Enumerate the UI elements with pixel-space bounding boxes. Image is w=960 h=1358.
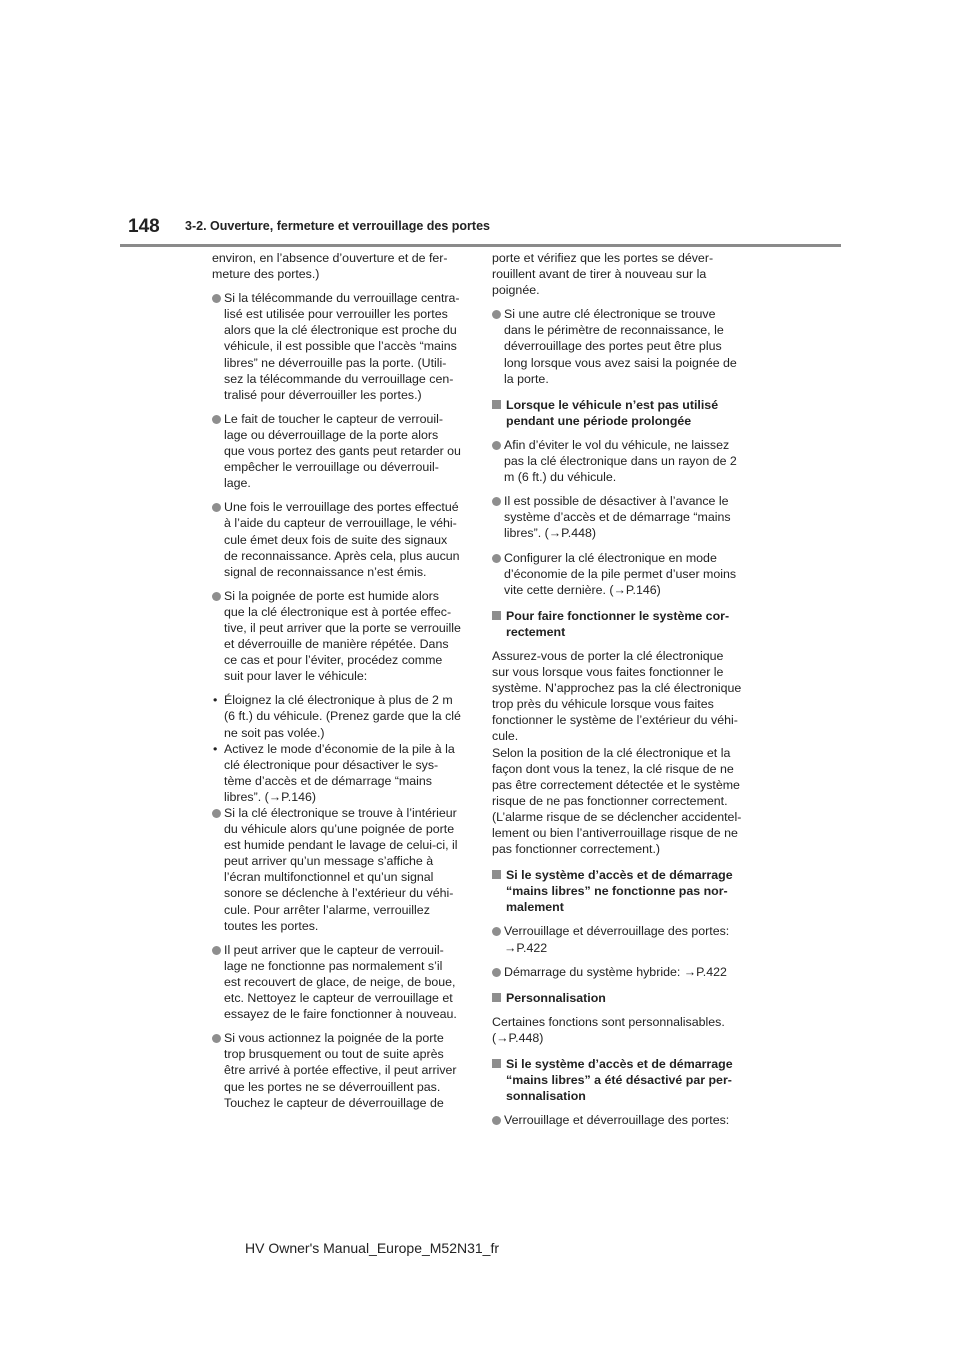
sub-bullet-item: • Éloignez la clé électronique à plus de 2 m (6 ft.) du véhicule. (Prenez garde que la clé ne soit pas volée.) [212,692,482,740]
footer-doc-name: HV Owner's Manual_Europe_M52N31_fr [245,1240,500,1256]
section-heading: Lorsque le véhicule n’est pas utilisé pendant une période prolongée [492,397,762,429]
header-divider [120,244,841,247]
bullet-item: Une fois le verrouillage des portes effectué à l’aide du capteur de verrouillage, le véhi- cule émet deux fois de suite des signaux de reconnaissance. Après cela, plus aucun signal de reconnaissance n’est émis. [212,499,482,579]
section-heading: Pour faire fonctionner le système cor- rectement [492,608,762,640]
section-title: 3-2. Ouverture, fermeture et verrouillage des portes [185,219,490,233]
bullet-item: Verrouillage et déverrouillage des portes: [492,1112,762,1128]
section-heading: Si le système d’accès et de démarrage “mains libres” ne fonctionne pas nor- malement [492,867,762,915]
page-number: 148 [128,216,160,237]
bullet-item: Le fait de toucher le capteur de verrouil- lage ou déverrouillage de la porte alors que vous portez des gants peut retarder ou empêcher le verrouillage ou déverrouil- lage. [212,411,482,491]
bullet-item: Il est possible de désactiver à l’avance le système d’accès et de démarrage “mains libres”. (→P.448) [492,493,762,541]
right-column [492,250,762,1136]
bullet-item: Démarrage du système hybride: →P.422 [492,964,762,980]
bullet-item: Il peut arriver que le capteur de verrouil- lage ne fonctionne pas normalement s’il est recouvert de glace, de neige, de boue, etc. Nettoyez le capteur de verrouillage et essayez de le faire fonctionner à nouveau. [212,942,482,1022]
section-heading: Si le système d’accès et de démarrage “mains libres” a été désactivé par per- sonnalisation [492,1056,762,1104]
section-heading: Personnalisation [492,990,762,1006]
bullet-item: Si la télécommande du verrouillage centra- lisé est utilisée pour verrouiller les portes alors que la clé électronique est proche du véhicule, il est possible que l’accès “mains libres” ne déverrouille pas la porte. (Utili- sez la télécommande du verrouillage cen- tralisé pour déverrouiller les portes.) [212,290,482,403]
bullet-item: Si la clé électronique se trouve à l’intérieur du véhicule alors qu’une poignée de porte est humide pendant le lavage de celui-ci, il peut arriver qu’un message s’affiche à l’écran multifonctionnel et qu’un signal sonore se déclenche à l’extérieur du véhi- cule. Pour arrêter l’alarme, verrouillez toutes les portes. [212,805,482,934]
left-column [212,250,482,1119]
sub-bullet-item: • Activez le mode d’économie de la pile à la clé électronique pour désactiver le sys- tème d’accès et de démarrage “mains libres”. (→P.146) [212,741,482,805]
bullet-item: Si la poignée de porte est humide alors que la clé électronique est à portée effec- tive, il peut arriver que la porte se verrouille et déverrouille de manière répétée. Dans ce cas et pour l’éviter, procédez comme suit pour laver le véhicule: [212,588,482,685]
paragraph: porte et vérifiez que les portes se déver- rouillent avant de tirer à nouveau sur la poignée. [492,251,714,298]
bullet-item: Si une autre clé électronique se trouve dans le périmètre de reconnaissance, le déverrouillage des portes peut être plus long lorsque vous avez saisi la poignée de la porte. [492,306,762,386]
bullet-item: Si vous actionnez la poignée de la porte trop brusquement ou tout de suite après être arrivé à portée effective, il peut arriver que les portes ne se déverrouillent pas. Touchez le capteur de déverrouillage de [212,1030,482,1110]
bullet-item: Afin d’éviter le vol du véhicule, ne laissez pas la clé électronique dans un rayon de 2 m (6 ft.) du véhicule. [492,437,762,485]
paragraph: Certaines fonctions sont personnalisables. (→P.448) [492,1014,725,1045]
bullet-item: Configurer la clé électronique en mode d’économie de la pile permet d’user moins vite cette dernière. (→P.146) [492,550,762,598]
paragraph: environ, en l’absence d’ouverture et de fer- meture des portes.) [212,251,448,282]
paragraph: Assurez-vous de porter la clé électronique sur vous lorsque vous faites fonctionner le système. N’approchez pas la clé électronique trop près du véhicule lorsque vous faites fonctionner le système de l’extérieur du véhi- cule. Selon la position de la clé électronique et la façon dont vous la tenez, la clé risque de ne pas être correctement détectée et le système risque de ne pas fonctionner correctement. (L’alarme risque de se déclencher accidentel- lement ou bien l’antiverrouillage risque de ne pas fonctionner correctement.) [492,648,742,857]
bullet-item: Verrouillage et déverrouillage des portes: →P.422 [492,923,762,955]
